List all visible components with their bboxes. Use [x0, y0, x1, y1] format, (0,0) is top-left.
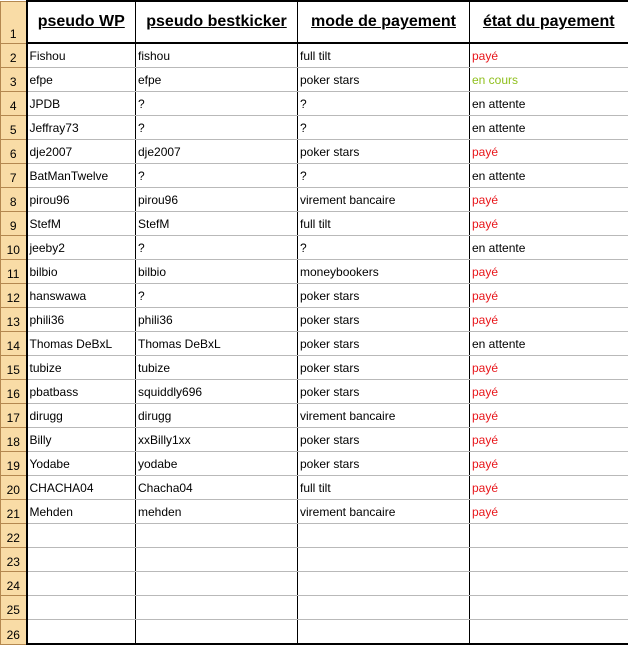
- cell-etat-payement[interactable]: en attente: [470, 116, 628, 140]
- cell-etat-payement[interactable]: payé: [470, 284, 628, 308]
- cell-pseudo-bestkicker[interactable]: Thomas DeBxL: [136, 332, 298, 356]
- table-row: [1, 356, 628, 380]
- cell-mode-payement[interactable]: ?: [298, 92, 470, 116]
- cell-pseudo-wp[interactable]: phili36: [27, 308, 136, 332]
- row-number-header[interactable]: [1, 188, 27, 212]
- row-number-header[interactable]: [1, 260, 27, 284]
- table-row: [1, 620, 628, 645]
- cell-pseudo-bestkicker[interactable]: dje2007: [136, 140, 298, 164]
- cell-pseudo-wp[interactable]: bilbio: [27, 260, 136, 284]
- table-row: [1, 92, 628, 116]
- table-row: [1, 548, 628, 572]
- row-number: 24: [1, 579, 26, 595]
- cell-pseudo-bestkicker[interactable]: ?: [136, 116, 298, 140]
- cell-pseudo-wp[interactable]: dje2007: [27, 140, 136, 164]
- row-number: 13: [1, 315, 26, 331]
- cell-pseudo-wp[interactable]: [27, 620, 136, 645]
- row-number: 16: [1, 387, 26, 403]
- cell-pseudo-wp[interactable]: [27, 524, 136, 548]
- cell-etat-payement[interactable]: payé: [470, 212, 628, 236]
- cell-etat-payement[interactable]: payé: [470, 500, 628, 524]
- cell-mode-payement[interactable]: poker stars: [298, 452, 470, 476]
- row-number-header[interactable]: [1, 500, 27, 524]
- cell-pseudo-wp[interactable]: Mehden: [27, 500, 136, 524]
- cell-etat-payement[interactable]: [470, 524, 628, 548]
- cell-pseudo-bestkicker[interactable]: [136, 548, 298, 572]
- cell-mode-payement[interactable]: poker stars: [298, 308, 470, 332]
- row-number: 9: [1, 219, 26, 235]
- row-number-header[interactable]: [1, 92, 27, 116]
- cell-pseudo-wp[interactable]: efpe: [27, 68, 136, 92]
- cell-mode-payement[interactable]: virement bancaire: [298, 404, 470, 428]
- row-number-header[interactable]: [1, 428, 27, 452]
- table-row: [1, 404, 628, 428]
- row-number-header[interactable]: [1, 380, 27, 404]
- row-number: 8: [1, 195, 26, 211]
- row-number-header[interactable]: [1, 43, 27, 68]
- cell-pseudo-wp[interactable]: Fishou: [27, 43, 136, 68]
- cell-pseudo-bestkicker[interactable]: Chacha04: [136, 476, 298, 500]
- table-row: [1, 43, 628, 68]
- header-row: [1, 1, 628, 43]
- cell-mode-payement[interactable]: ?: [298, 164, 470, 188]
- row-number: 26: [1, 628, 26, 644]
- row-number-header[interactable]: [1, 524, 27, 548]
- table-row: [1, 284, 628, 308]
- cell-etat-payement[interactable]: payé: [470, 428, 628, 452]
- header-cell-etat-payement[interactable]: [470, 1, 628, 43]
- cell-mode-payement[interactable]: poker stars: [298, 380, 470, 404]
- row-number: 7: [1, 171, 26, 187]
- cell-mode-payement[interactable]: poker stars: [298, 356, 470, 380]
- cell-pseudo-bestkicker[interactable]: dirugg: [136, 404, 298, 428]
- cell-pseudo-bestkicker[interactable]: fishou: [136, 43, 298, 68]
- cell-mode-payement[interactable]: [298, 596, 470, 620]
- row-number-header[interactable]: [1, 356, 27, 380]
- row-number-header[interactable]: [1, 476, 27, 500]
- cell-pseudo-bestkicker[interactable]: [136, 596, 298, 620]
- header-label: mode de payement: [311, 13, 456, 30]
- cell-pseudo-wp[interactable]: dirugg: [27, 404, 136, 428]
- table-row: [1, 524, 628, 548]
- row-number-header[interactable]: [1, 284, 27, 308]
- cell-pseudo-bestkicker[interactable]: [136, 524, 298, 548]
- row-number: 6: [1, 147, 26, 163]
- table-row: [1, 116, 628, 140]
- row-number-header[interactable]: [1, 68, 27, 92]
- cell-pseudo-wp[interactable]: pbatbass: [27, 380, 136, 404]
- row-number: 17: [1, 411, 26, 427]
- table-row: [1, 476, 628, 500]
- table-row: [1, 164, 628, 188]
- cell-pseudo-bestkicker[interactable]: ?: [136, 92, 298, 116]
- table-row: [1, 572, 628, 596]
- table-row: [1, 332, 628, 356]
- table-row: [1, 500, 628, 524]
- cell-etat-payement[interactable]: payé: [470, 260, 628, 284]
- table-row: [1, 380, 628, 404]
- row-number: 15: [1, 363, 26, 379]
- cell-pseudo-wp[interactable]: Jeffray73: [27, 116, 136, 140]
- table-row: [1, 140, 628, 164]
- row-number: 11: [1, 267, 26, 283]
- table-row: [1, 260, 628, 284]
- row-number: 20: [1, 483, 26, 499]
- cell-mode-payement[interactable]: full tilt: [298, 476, 470, 500]
- cell-mode-payement[interactable]: [298, 620, 470, 645]
- row-number-header[interactable]: [1, 308, 27, 332]
- cell-pseudo-wp[interactable]: jeeby2: [27, 236, 136, 260]
- cell-pseudo-wp[interactable]: hanswawa: [27, 284, 136, 308]
- cell-etat-payement[interactable]: en attente: [470, 332, 628, 356]
- cell-mode-payement[interactable]: [298, 524, 470, 548]
- row-number-header[interactable]: [1, 332, 27, 356]
- cell-etat-payement[interactable]: payé: [470, 188, 628, 212]
- cell-pseudo-bestkicker[interactable]: ?: [136, 236, 298, 260]
- cell-mode-payement[interactable]: poker stars: [298, 140, 470, 164]
- cell-pseudo-bestkicker[interactable]: [136, 620, 298, 645]
- cell-pseudo-wp[interactable]: Billy: [27, 428, 136, 452]
- cell-mode-payement[interactable]: full tilt: [298, 43, 470, 68]
- table-row: [1, 212, 628, 236]
- table-row: [1, 68, 628, 92]
- cell-pseudo-bestkicker[interactable]: StefM: [136, 212, 298, 236]
- cell-etat-payement[interactable]: payé: [470, 356, 628, 380]
- cell-etat-payement[interactable]: payé: [470, 308, 628, 332]
- cell-mode-payement[interactable]: poker stars: [298, 332, 470, 356]
- row-number: 25: [1, 603, 26, 619]
- header-label: pseudo WP: [38, 13, 125, 30]
- table-row: [1, 236, 628, 260]
- row-number: 21: [1, 507, 26, 523]
- row-number: 12: [1, 291, 26, 307]
- row-number: 14: [1, 339, 26, 355]
- cell-etat-payement[interactable]: en attente: [470, 236, 628, 260]
- cell-mode-payement[interactable]: ?: [298, 116, 470, 140]
- cell-mode-payement[interactable]: poker stars: [298, 284, 470, 308]
- cell-pseudo-bestkicker[interactable]: xxBilly1xx: [136, 428, 298, 452]
- row-number: 18: [1, 435, 26, 451]
- cell-pseudo-bestkicker[interactable]: [136, 572, 298, 596]
- cell-etat-payement[interactable]: payé: [470, 43, 628, 68]
- cell-pseudo-wp[interactable]: JPDB: [27, 92, 136, 116]
- cell-etat-payement[interactable]: en attente: [470, 92, 628, 116]
- table-row: [1, 188, 628, 212]
- row-number: 22: [1, 531, 26, 547]
- cell-pseudo-bestkicker[interactable]: pirou96: [136, 188, 298, 212]
- cell-pseudo-bestkicker[interactable]: ?: [136, 164, 298, 188]
- cell-etat-payement[interactable]: [470, 620, 628, 645]
- row-number-header[interactable]: [1, 596, 27, 620]
- cell-etat-payement[interactable]: en cours: [470, 68, 628, 92]
- cell-pseudo-wp[interactable]: [27, 572, 136, 596]
- cell-mode-payement[interactable]: [298, 548, 470, 572]
- row-number-header[interactable]: [1, 548, 27, 572]
- cell-pseudo-bestkicker[interactable]: mehden: [136, 500, 298, 524]
- row-number-header[interactable]: [1, 116, 27, 140]
- cell-pseudo-bestkicker[interactable]: efpe: [136, 68, 298, 92]
- cell-etat-payement[interactable]: payé: [470, 380, 628, 404]
- row-number: 23: [1, 555, 26, 571]
- cell-etat-payement[interactable]: [470, 548, 628, 572]
- row-number-header[interactable]: [1, 140, 27, 164]
- cell-mode-payement[interactable]: virement bancaire: [298, 500, 470, 524]
- cell-mode-payement[interactable]: full tilt: [298, 212, 470, 236]
- table-row: [1, 308, 628, 332]
- header-label: pseudo bestkicker: [146, 13, 287, 30]
- cell-mode-payement[interactable]: poker stars: [298, 68, 470, 92]
- cell-pseudo-wp[interactable]: [27, 596, 136, 620]
- cell-etat-payement[interactable]: payé: [470, 452, 628, 476]
- cell-pseudo-bestkicker[interactable]: phili36: [136, 308, 298, 332]
- row-number: 19: [1, 459, 26, 475]
- cell-pseudo-wp[interactable]: pirou96: [27, 188, 136, 212]
- cell-mode-payement[interactable]: [298, 572, 470, 596]
- header-cell-mode-payement[interactable]: [298, 1, 470, 43]
- cell-mode-payement[interactable]: virement bancaire: [298, 188, 470, 212]
- row-number-header[interactable]: [1, 1, 27, 43]
- table-row: [1, 428, 628, 452]
- cell-pseudo-wp[interactable]: tubize: [27, 356, 136, 380]
- header-label: état du payement: [483, 13, 615, 30]
- row-number-header[interactable]: [1, 404, 27, 428]
- cell-etat-payement[interactable]: payé: [470, 140, 628, 164]
- header-cell-pseudo-wp[interactable]: [27, 1, 136, 43]
- cell-etat-payement[interactable]: [470, 596, 628, 620]
- cell-pseudo-bestkicker[interactable]: bilbio: [136, 260, 298, 284]
- row-number-header[interactable]: [1, 212, 27, 236]
- row-number: 3: [1, 75, 26, 91]
- cell-pseudo-bestkicker[interactable]: squiddly696: [136, 380, 298, 404]
- row-number-header[interactable]: [1, 620, 27, 645]
- cell-pseudo-wp[interactable]: [27, 548, 136, 572]
- row-number: 2: [1, 51, 26, 67]
- cell-pseudo-bestkicker[interactable]: tubize: [136, 356, 298, 380]
- row-number-header[interactable]: [1, 452, 27, 476]
- row-number-header[interactable]: [1, 572, 27, 596]
- row-number: 10: [1, 243, 26, 259]
- row-number-header[interactable]: [1, 164, 27, 188]
- table-row: [1, 452, 628, 476]
- cell-etat-payement[interactable]: en attente: [470, 164, 628, 188]
- cell-pseudo-bestkicker[interactable]: ?: [136, 284, 298, 308]
- row-number-header[interactable]: [1, 236, 27, 260]
- cell-pseudo-wp[interactable]: Thomas DeBxL: [27, 332, 136, 356]
- cell-mode-payement[interactable]: moneybookers: [298, 260, 470, 284]
- cell-pseudo-wp[interactable]: BatManTwelve: [27, 164, 136, 188]
- cell-mode-payement[interactable]: ?: [298, 236, 470, 260]
- row-number: 5: [1, 123, 26, 139]
- row-number: 4: [1, 99, 26, 115]
- cell-etat-payement[interactable]: payé: [470, 476, 628, 500]
- cell-mode-payement[interactable]: poker stars: [298, 428, 470, 452]
- table-row: [1, 596, 628, 620]
- cell-etat-payement[interactable]: payé: [470, 404, 628, 428]
- cell-etat-payement[interactable]: [470, 572, 628, 596]
- cell-pseudo-wp[interactable]: Yodabe: [27, 452, 136, 476]
- cell-pseudo-wp[interactable]: StefM: [27, 212, 136, 236]
- row-number: 1: [1, 27, 26, 43]
- cell-pseudo-bestkicker[interactable]: yodabe: [136, 452, 298, 476]
- header-cell-pseudo-bestkicker[interactable]: [136, 1, 298, 43]
- cell-pseudo-wp[interactable]: CHACHA04: [27, 476, 136, 500]
